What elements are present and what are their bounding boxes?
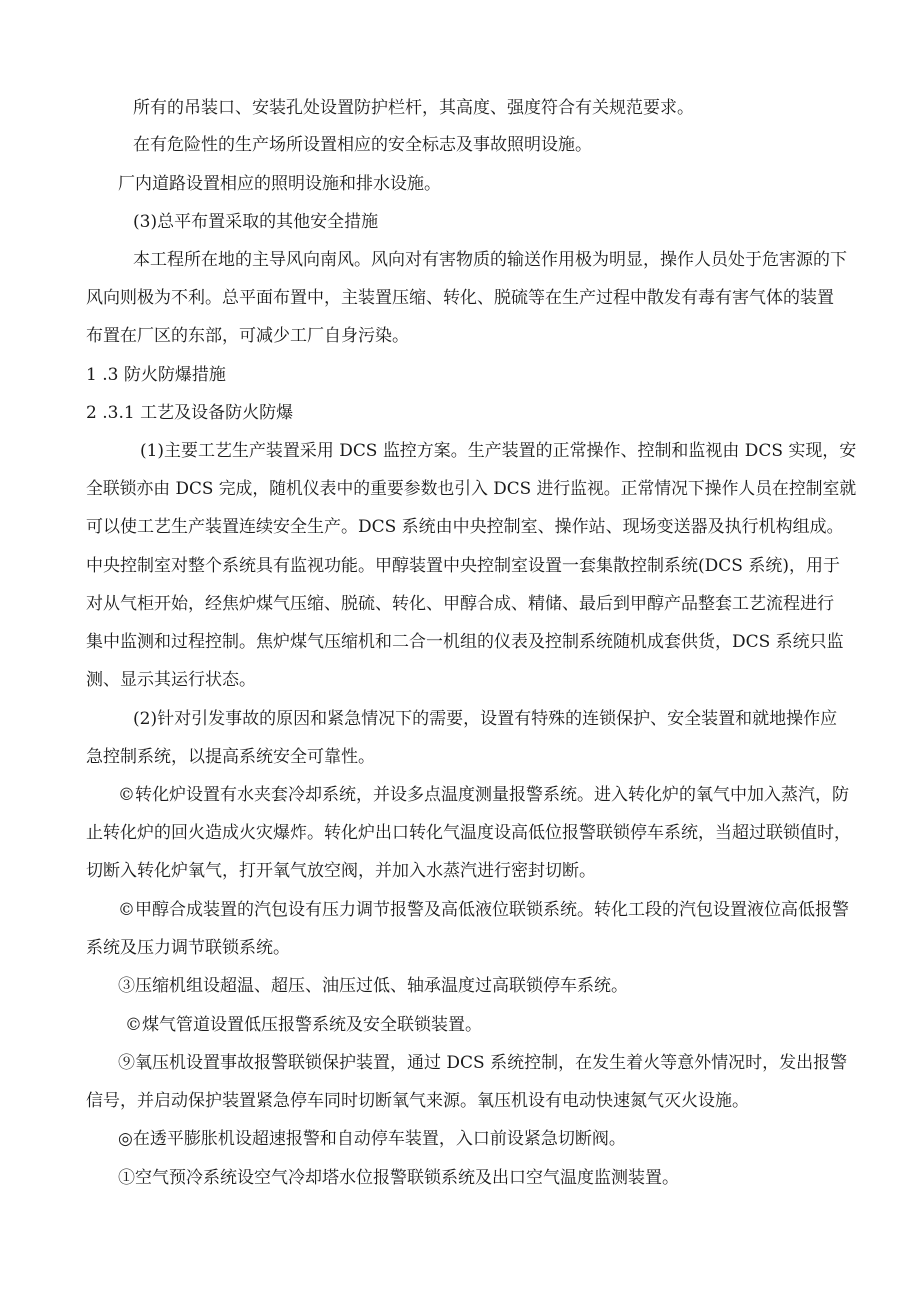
text-line: 测、显示其运行状态。 [86,670,256,690]
text-line: 可以使工艺生产装置连续安全生产。DCS 系统由中央控制室、操作站、现场变送器及执行机构组成。 [86,517,844,537]
section-heading: 1 .3 防火防爆措施 [86,365,226,385]
text-line: (1)主要工艺生产装置采用 DCS 监控方案。生产装置的正常操作、控制和监视由 DCS 实现，安 [140,441,857,461]
text-line: 在有危险性的生产场所设置相应的安全标志及事故照明设施。 [133,135,592,155]
text-line: ©转化炉设置有水夹套冷却系统，并设多点温度测量报警系统。进入转化炉的氧气中加入蒸汽，防 [118,785,849,805]
text-line: ①空气预冷系统设空气冷却塔水位报警联锁系统及出口空气温度监测装置。 [118,1168,679,1188]
text-line: ③压缩机组设超温、超压、油压过低、轴承温度过高联锁停车系统。 [118,976,628,996]
text-line: 信号，并启动保护装置紧急停车同时切断氧气来源。氧压机设有电动快速氮气灭火设施。 [86,1091,749,1111]
section-heading: 2 .3.1 工艺及设备防火防爆 [86,403,294,423]
text-line: 所有的吊装口、安装孔处设置防护栏杆，其高度、强度符合有关规范要求。 [133,98,694,118]
text-line: ⑨氧压机设置事故报警联锁保护装置，通过 DCS 系统控制，在发生着火等意外情况时，发出报警 [118,1053,848,1073]
text-line: 系统及压力调节联锁系统。 [86,938,290,958]
text-line: (2)针对引发事故的原因和紧急情况下的需要，设置有特殊的连锁保护、安全装置和就地操作应 [133,709,838,729]
text-line: ©甲醇合成装置的汽包设有压力调节报警及高低液位联锁系统。转化工段的汽包设置液位高低报警 [118,900,849,920]
text-line: 全联锁亦由 DCS 完成，随机仪表中的重要参数也引入 DCS 进行监视。正常情况下操作人员在控制室就 [86,479,857,499]
text-line: 风向则极为不利。总平面布置中，主装置压缩、转化、脱硫等在生产过程中散发有毒有害气体的装置 [86,288,834,308]
text-line: 集中监测和过程控制。焦炉煤气压缩机和二合一机组的仪表及控制系统随机成套供货，DCS 系统只监 [86,632,844,652]
text-line: 布置在厂区的东部，可减少工厂自身污染。 [86,326,409,346]
text-line: 止转化炉的回火造成火灾爆炸。转化炉出口转化气温度设高低位报警联锁停车系统，当超过联锁值时， [86,823,851,843]
text-line: ◎在透平膨胀机设超速报警和自动停车装置，入口前设紧急切断阀。 [118,1129,626,1149]
text-line: 对从气柜开始，经焦炉煤气压缩、脱硫、转化、甲醇合成、精储、最后到甲醇产品整套工艺流程进行 [86,594,834,614]
text-line: 切断入转化炉氧气，打开氧气放空阀，并加入水蒸汽进行密封切断。 [86,861,596,881]
text-line: 本工程所在地的主导风向南风。风向对有害物质的输送作用极为明显，操作人员处于危害源的下 [133,250,847,270]
text-line: 中央控制室对整个系统具有监视功能。甲醇装置中央控制室设置一套集散控制系统(DCS 系统)，用于 [86,556,840,576]
text-line: 厂内道路设置相应的照明设施和排水设施。 [118,174,441,194]
section-heading: (3)总平布置采取的其他安全措施 [133,212,379,232]
text-line: ©煤气管道设置低压报警系统及安全联锁装置。 [125,1015,482,1035]
text-line: 急控制系统，以提高系统安全可靠性。 [86,747,375,767]
